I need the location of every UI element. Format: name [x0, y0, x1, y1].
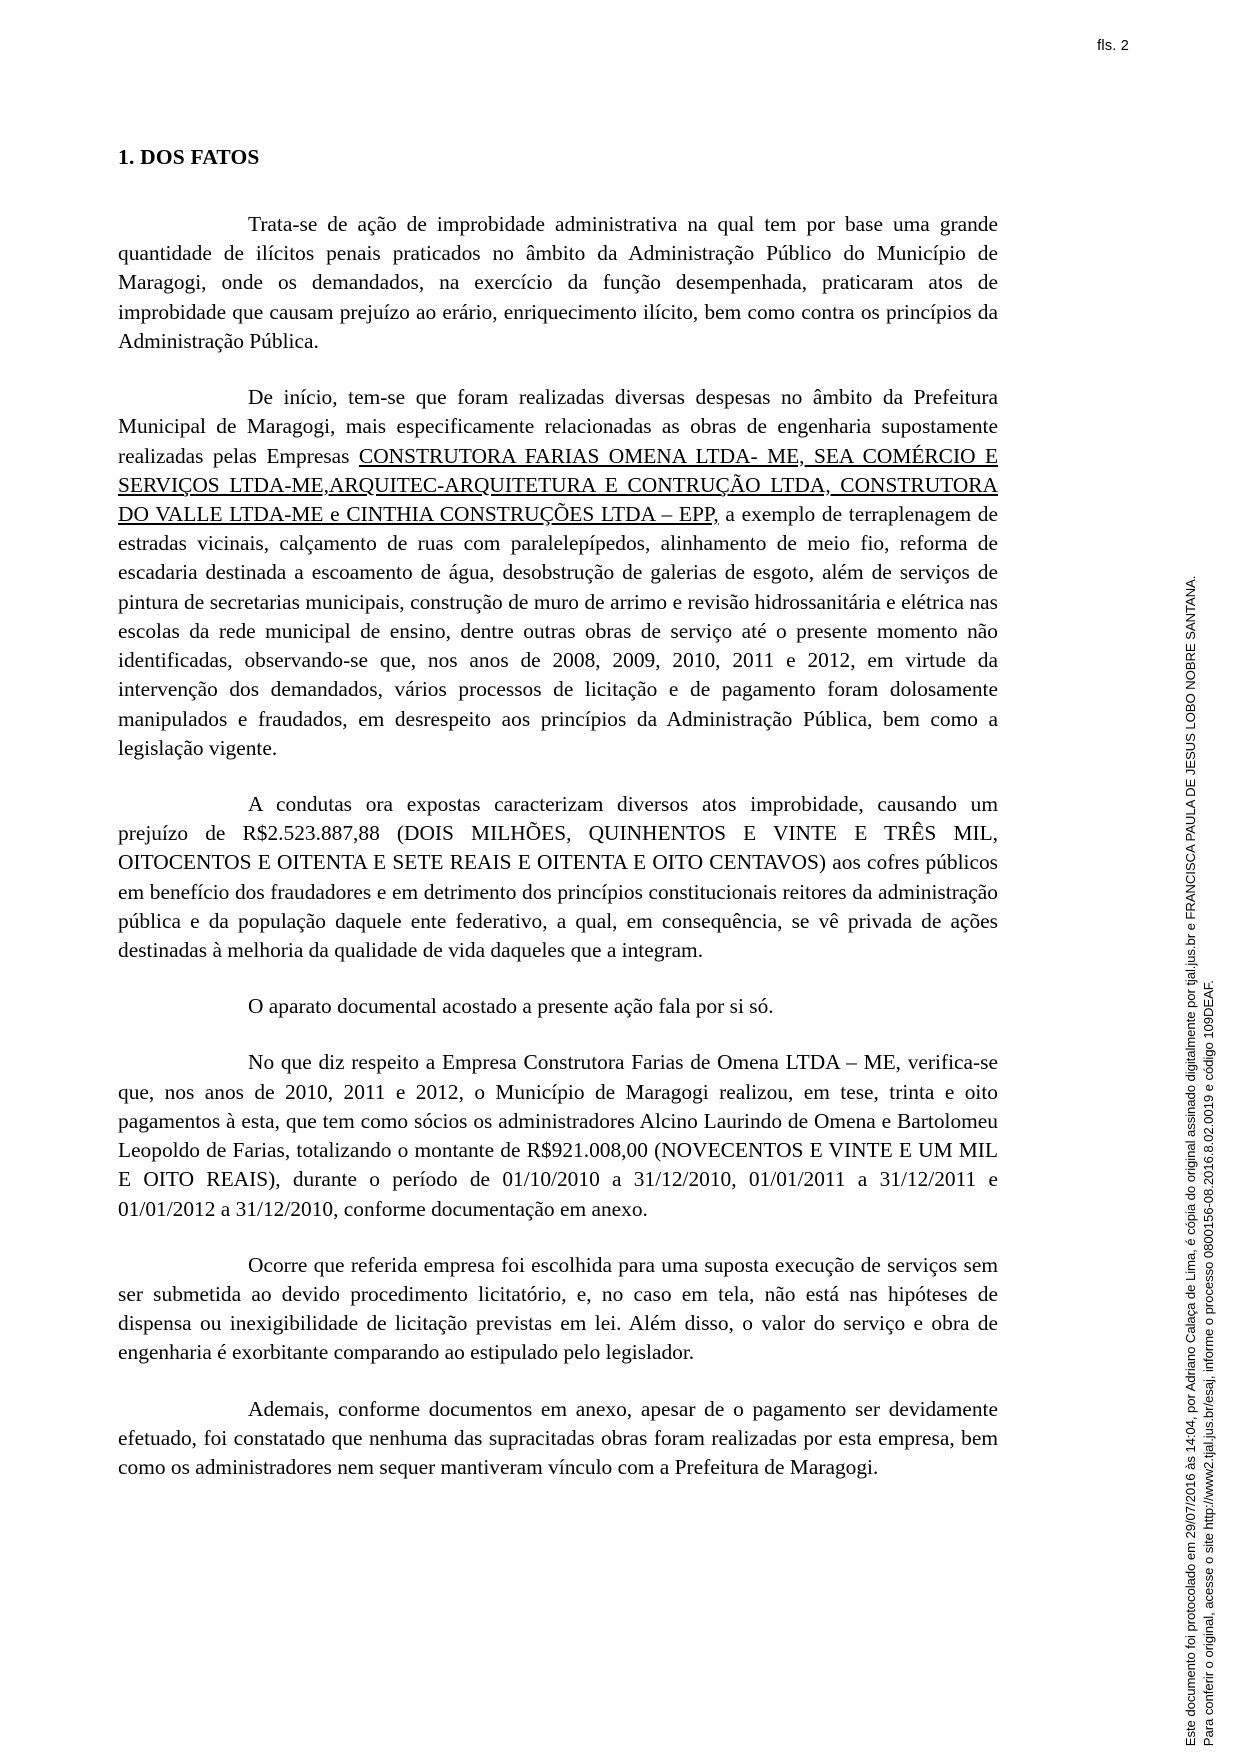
digital-signature-strip — [1179, 0, 1235, 1754]
paragraph-1: Trata-se de ação de improbidade administrativa na qual tem por base uma grande quantidade de ilícitos penais praticados no âmbito da Administração Público do Município de Maragogi, onde os demandados, na exercício da função desempenhada, praticaram atos de improbidade que causam prejuízo ao erário, enriquecimento ilícito, bem como contra os princípios da Administração Pública. — [118, 212, 998, 353]
paragraph-3: A condutas ora expostas caracterizam diversos atos improbidade, causando um prejuízo de R$2.523.887,88 (DOIS MILHÕES, QUINHENTOS E VINTE E TRÊS MIL, OITOCENTOS E OITENTA E SETE REAIS E OITENTA E OITO CENTAVOS) aos cofres públicos em benefício dos fraudadores e em detrimento dos princípios constitucionais reitores da administração pública e da população daquele ente federativo, a qual, em consequência, se vê privada de ações destinadas à melhoria da qualidade de vida daqueles que a integram. — [118, 791, 998, 963]
signature-line-2: Para conferir o original, acesse o site http://www2.tjal.jus.br/esaj, informe o processo 0800156-08.2016.8.02.0019 e código 109DEAF. — [1200, 979, 1216, 1746]
section-heading: 1. DOS FATOS — [118, 145, 260, 169]
paragraph-7: Ademais, conforme documentos em anexo, apesar de o pagamento ser devidamente efetuado, foi constatado que nenhuma das supracitadas obras foram realizadas por esta empresa, bem como os administradores nem sequer mantiveram vínculo com a Prefeitura de Maragogi. — [118, 1396, 998, 1480]
document-body — [118, 145, 998, 1482]
page-folio-label: fls. 2 — [1097, 38, 1129, 54]
signature-line-1: Este documento foi protocolado em 29/07/2016 às 14:04, por Adriano Calaça de Lima, é cópia do original assinado digitalmente por tjal.jus.br e FRANCISCA PAULA DE JESUS LOBO NOBRE SANTANA. — [1182, 575, 1198, 1746]
paragraph-2 — [118, 383, 998, 763]
paragraph-5: No que diz respeito a Empresa Construtora Farias de Omena LTDA – ME, verifica-se que, nos anos de 2010, 2011 e 2012, o Município de Maragogi realizou, em tese, trinta e oito pagamentos à esta, que tem como sócios os administradores Alcino Laurindo de Omena e Bartolomeu Leopoldo de Farias, totalizando o montante de R$921.008,00 (NOVECENTOS E VINTE E UM MIL E OITO REAIS), durante o período de 01/10/2010 a 31/12/2010, 01/01/2011 a 31/12/2011 e 01/01/2012 a 31/12/2010, conforme documentação em anexo. — [118, 1050, 998, 1221]
paragraph-2-rest: a exemplo de terraplenagem de estradas vicinais, calçamento de ruas com paralelepípedos, alinhamento de meio fio, reforma de escadaria destinada a escoamento de água, desobstrução de galerias de esgoto, além de serviços de pintura de secretarias municipais, construção de muro de arrimo e revisão hidrossanitária e elétrica nas escolas da rede municipal de ensino, dentre outras obras de serviço até o presente momento não identificadas, observando-se que, nos anos de 2008, 2009, 2010, 2011 e 2012, em virtude da intervenção dos demandados, vários processos de licitação e de pagamento foram dolosamente manipulados e fraudados, em desrespeito aos princípios da Administração Pública, bem como a legislação vigente. — [118, 501, 998, 760]
paragraph-4: O aparato documental acostado a presente ação fala por si só. — [248, 994, 774, 1019]
company-names-underlined: CONSTRUTORA FARIAS OMENA LTDA- ME, SEA COMÉRCIO E SERVIÇOS LTDA-ME,ARQUITEC-ARQUITETURA E CONTRUÇÃO LTDA, CONSTRUTORA DO VALLE LTDA-ME e CINTHIA CONSTRUÇÕES LTDA – EPP, — [118, 443, 999, 526]
paragraph-2-intro: De início, tem-se que foram realizadas diversas despesas no âmbito da Prefeitura Municipal de Maragogi, mais especificamente relacionadas as obras de engenharia supostamente realizadas pelas Empresas — [118, 385, 998, 468]
paragraph-6: Ocorre que referida empresa foi escolhida para uma suposta execução de serviços sem ser submetida ao devido procedimento licitatório, e, no caso em tela, não está nas hipóteses de dispensa ou inexigibilidade de licitação previstas em lei. Além disso, o valor do serviço e obra de engenharia é exorbitante comparando ao estipulado pelo legislador. — [118, 1252, 998, 1365]
